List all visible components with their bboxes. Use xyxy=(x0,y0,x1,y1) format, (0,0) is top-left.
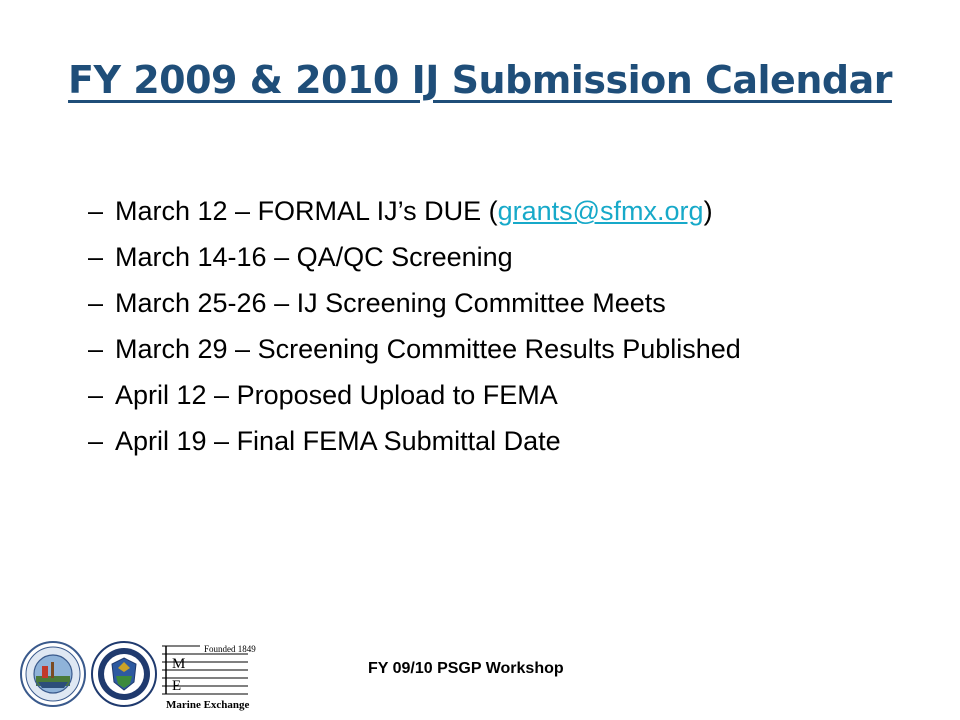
logo-strip-graphic xyxy=(20,632,256,712)
homeland-security-seal-icon xyxy=(92,642,156,706)
footer-text: FY 09/10 PSGP Workshop xyxy=(368,660,564,677)
item-text-after: ) xyxy=(703,196,713,226)
slide-title: FY 2009 & 2010 IJ Submission Calendar xyxy=(68,58,892,102)
list-item xyxy=(88,426,741,472)
item-text: March 14-16 – QA/QC Screening xyxy=(115,242,513,272)
bullet-dash: – xyxy=(88,380,104,410)
bullet-dash: – xyxy=(88,196,104,226)
logo-letter-e: E xyxy=(172,678,182,694)
founded-text: Founded 1849 xyxy=(204,644,256,654)
bullet-dash: – xyxy=(88,426,104,456)
bullet-dash: – xyxy=(88,288,104,318)
marine-exchange-logo xyxy=(162,644,256,711)
bullet-dash: – xyxy=(88,334,104,364)
schedule-list xyxy=(88,196,741,472)
list-item xyxy=(88,288,741,334)
list-item xyxy=(88,380,741,426)
item-text: March 29 – Screening Committee Results Published xyxy=(115,334,741,364)
logo-letter-m: M xyxy=(172,656,186,672)
email-link[interactable]: grants@sfmx.org xyxy=(497,196,704,226)
bullet-dash: – xyxy=(88,242,104,272)
item-text: March 25-26 – IJ Screening Committee Meets xyxy=(115,288,666,318)
logo-strip xyxy=(20,632,256,712)
list-item xyxy=(88,334,741,380)
list-item xyxy=(88,196,741,242)
marine-exchange-name: Marine Exchange xyxy=(166,699,250,711)
item-text: March 12 – FORMAL IJ’s DUE ( xyxy=(115,196,498,226)
list-item xyxy=(88,242,741,288)
coast-guard-seal-icon xyxy=(21,642,85,706)
item-text: April 19 – Final FEMA Submittal Date xyxy=(115,426,561,456)
item-text: April 12 – Proposed Upload to FEMA xyxy=(115,380,558,410)
